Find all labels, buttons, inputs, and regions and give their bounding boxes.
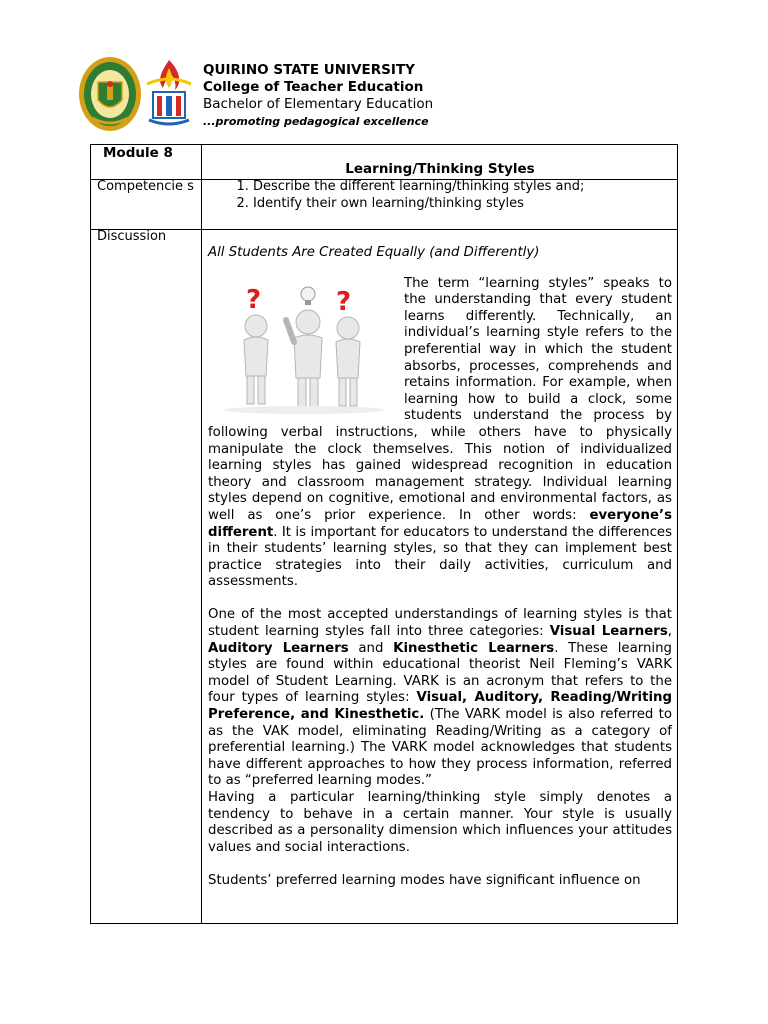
competency-item: 1. Describe the different learning/thinking styles and; [253,179,584,196]
text-run: (The VARK model is also referred to as the VAK model, eliminating Reading/Writing as a category of preferential learning.) The VARK model acknowledges that students have different approaches to how they process information, referred to as “preferred learning modes.” [208,707,672,789]
text-run: and [348,640,394,656]
discussion-body [208,245,672,890]
svg-text:?: ? [246,284,262,315]
text-run-bold: Auditory Learners [208,640,349,656]
discussion-label: Discussion [97,229,167,244]
text-run-bold: Visual Learners [549,624,668,640]
svg-text:?: ? [336,286,352,317]
paragraph-vark-model [208,607,672,790]
text-run: , [667,624,672,640]
university-name: QUIRINO STATE UNIVERSITY [203,62,415,78]
college-name: College of Teacher Education [203,79,424,95]
module-title: Learning/Thinking Styles [345,161,535,177]
text-run: . It is important for educators to understand the differences in their students’ learning styles, so that they can implement best practice strategies into their daily activities, curriculum and assessments. [208,524,672,590]
paragraph-preferred-modes: Students’ preferred learning modes have significant influence on [208,872,641,888]
module-label: Module 8 [103,145,173,161]
text-run: . These learning styles are found within educational theorist Neil Fleming’s VARK model of Student Learning. VARK is an acronym that refers to the four types of learning styles: [208,640,672,706]
text-run-bold: Visual, Auditory, Reading/Writing Preference, and Kinesthetic. [208,690,672,723]
university-info [203,62,433,130]
competency-item: 2. Identify their own learning/thinking styles [253,196,584,213]
thinking-people-icon [208,280,400,416]
thinking-figures-illustration [208,280,400,416]
row-divider [91,229,677,230]
text-run-bold: Kinesthetic Learners [393,640,555,656]
text-run: The term “learning styles” speaks to the understanding that every student learns differently. Technically, an individual’s learning style refers to the preferential way in which the student absorbs, processes, comprehends and retains information. For example, when learning how to build a clock, some students understand the process by following verbal instructions, while others have to physically manipulate the clock themselves. This notion of individualized learning styles has gained widespread recognition in education theory and classroom management strategy. Individual learning styles depend on cognitive, emotional and environmental factors, as well as one’s prior experience. In other words: [208,275,672,523]
tagline: ...promoting pedagogical excellence [203,115,429,128]
paragraph-thinking-style: Having a particular learning/thinking style simply denotes a tendency to behave in a certain manner. Your style is usually described as a personality dimension which influences your attitudes values and social interactions. [208,790,672,855]
competencies-label: Competencie s [97,179,194,194]
column-divider [201,145,202,923]
discussion-title: All Students Are Created Equally (and Differently) [208,245,540,260]
competencies-list [231,179,584,212]
university-seal-icon [78,56,142,132]
lightbulb-icon [301,287,315,305]
program-name: Bachelor of Elementary Education [203,96,434,112]
text-run-bold: everyone’s different [208,507,672,540]
college-torch-logo-icon [143,56,195,130]
module-table [90,144,678,924]
text-run: One of the most accepted understandings of learning styles is that student learning styles fall into three categories: [208,607,672,640]
document-header [0,0,768,140]
